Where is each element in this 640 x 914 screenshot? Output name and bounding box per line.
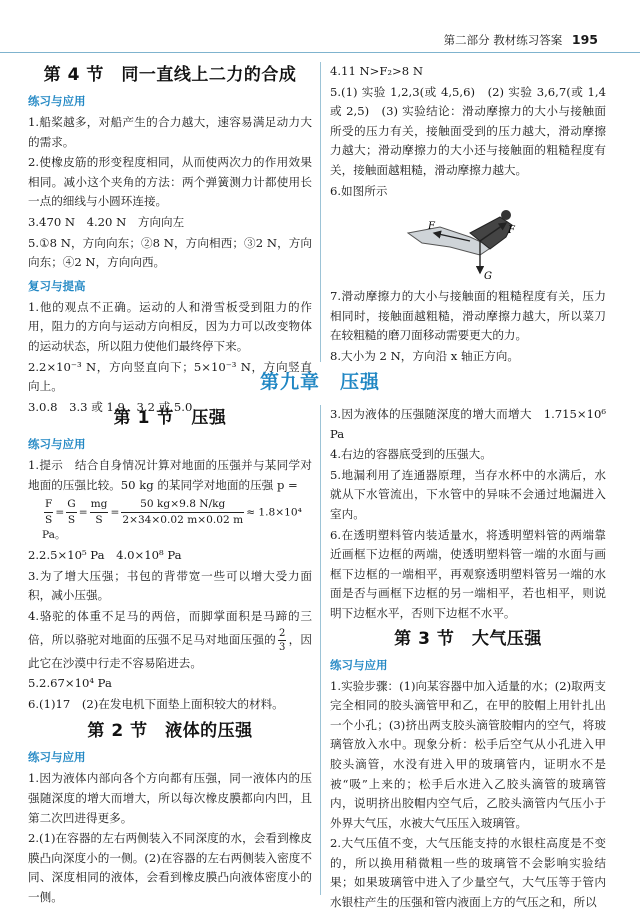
left-bottom-column <box>28 405 312 909</box>
left-top-column <box>28 62 312 418</box>
frac-mg-s: $\frac{mg}{S}$ <box>90 498 108 527</box>
frac-f-s: $\frac{F}{S}$ <box>45 498 53 527</box>
answer-2: 2.使橡皮筋的形变程度相同，从而使两次力的作用效果相同。减小这个夹角的方法：两个弹簧测力计都使用长一点的细线与小圆环连接。 <box>28 155 312 209</box>
s2-answer-5: 5.地漏利用了连通器原理，当存水杯中的水满后，水就从下水管流出，下水管中的异味不会通过地漏进入室内。 <box>330 467 606 521</box>
section-2-title: 第 2 节 液体的压强 <box>87 721 253 742</box>
s3-practice-heading: 练习与应用 <box>330 657 388 672</box>
s2-practice-heading: 练习与应用 <box>28 750 86 765</box>
s2-answer-1: 1.因为液体内部向各个方向都有压强，同一液体内的压强随深度的增大而增大，所以每次橡皮膜都向内凹，且第二次凹进得更多。 <box>28 771 312 825</box>
s3-answer-2: 2.大气压值不变，大气压能支持的水银柱高度是不变的，所以换用稍微粗一些的玻璃管不会影响实验结果；如果玻璃管中进入了少量空气，大气压等于管内水银柱产生的压强和管内液面上方的气压之和，所以 <box>330 836 606 910</box>
answer-1: 1.船桨越多，对船产生的合力越大，速容易满足动力大的需求。 <box>28 115 312 149</box>
s2-answer-6: 6.在透明塑料管内装适量水，将透明塑料管的两端靠近画框下边框的两端，使透明塑料管一端的水面与画框下边框的一端相平，再观察透明塑料管另一端的水面是否与画框下边框的另一端相平，若也相平，则说明下边框水平，否则下边框不水平。 <box>330 527 606 620</box>
s2-answer-2: 2.(1)在容器的左右两侧装入不同深度的水，会看到橡皮膜凸向深度小的一侧。(2)在容器的左右两侧装入密度不同、深度相同的液体，会看到橡皮膜凸向液体密度小的一侧。 <box>28 831 312 904</box>
label-force: F <box>508 225 515 237</box>
s2-answer-3: 3.因为液体的压强随深度的增大而增大 1.715×10⁶ Pa <box>330 407 606 441</box>
column-divider-bottom <box>320 405 321 895</box>
s1-answer-5: 5.2.67×10⁴ Pa <box>28 676 112 691</box>
header-title: 教材练习答案 <box>493 33 563 47</box>
frac-two-thirds: $\frac{2}{3}$ <box>278 627 286 653</box>
frac-g-s: $\frac{G}{S}$ <box>67 498 76 527</box>
s1-answer-2: 2.2.5×10⁵ Pa 4.0×10⁸ Pa <box>28 548 182 563</box>
force-diagram-svg <box>330 203 606 281</box>
answer-5-experiment: 5.(1) 实验 1,2,3(或 4,5,6) (2) 实验 3,6,7(或 1,4 或 2,5) (3) 实验结论：滑动摩擦力的大小与接触面所受的压力有关，接触面受到的压力越大，滑动摩擦力越大；滑动摩擦力的大小还与接触面的粗糙程度有关，接触面越粗糙，滑动摩擦力越大。 <box>330 84 606 177</box>
column-divider-top <box>320 62 321 362</box>
formula-result: ≈ 1.8×10⁴ Pa。 <box>42 506 302 542</box>
answer-3-4: 3.470 N 4.20 N 方向向左 <box>28 214 185 229</box>
answer-4-force: 4.11 N>F₂>8 N <box>330 64 423 78</box>
s1-answer-1: 1.提示 结合自身情况计算对地面的压强并与某同学对地面的压强比较。50 kg 的某同学对地面的压强 p = <box>28 458 312 492</box>
s1-practice-heading: 练习与应用 <box>28 437 86 451</box>
answer-5: 5.①8 N，方向向东；②8 N，方向相西；③2 N，方向向东；④2 N，方向向西。 <box>28 235 312 270</box>
page-header <box>330 30 598 51</box>
review-answer-3: 3.0.8 3.3 或 1.9 3.2 或 5.0 <box>28 399 193 414</box>
s1-answer-6: 6.(1)17 (2)在发电机下面垫上面积较大的材料。 <box>28 696 284 711</box>
s1-answer-4: 4.骆驼的体重不足马的两倍，而脚掌面积是马蹄的三倍，所以骆驼对地面的压强不足马对地面压强的 $\frac{2}{3}$ ，因此它在沙漠中行走不容易陷进去。 <box>28 608 312 670</box>
label-gravity: G <box>484 271 492 282</box>
label-friction: F <box>428 221 435 233</box>
review-heading: 复习与提高 <box>28 278 86 293</box>
practice-heading: 练习与应用 <box>28 94 86 108</box>
pressure-formula: $\frac{F}{S}$ = $\frac{G}{S}$ = $\frac{mg}{S}$ = $\frac{50 kg\times 9.8 N/kg}{2\times 34\times 0.02 m\times 0.02 m}$ ≈ 1.8×10⁴ Pa。 <box>42 498 302 542</box>
answer-8: 8.大小为 2 N，方向沿 x 轴正方向。 <box>330 348 519 363</box>
section-4-title: 第 4 节 同一直线上二力的合成 <box>43 65 297 85</box>
frac-values: $\frac{50 kg\times 9.8 N/kg}{2\times 34\times 0.02 m\times 0.02 m}$ <box>122 498 244 527</box>
right-bottom-column <box>330 405 606 914</box>
s1-answer-3: 3.为了增大压强；书包的背带宽一些可以增大受力面积，减小压强。 <box>28 568 312 603</box>
force-diagram <box>330 203 606 281</box>
header-section: 第二部分 <box>443 33 490 47</box>
section-3-title: 第 3 节 大气压强 <box>394 628 542 649</box>
section-1-title: 第 1 节 压强 <box>113 408 227 428</box>
review-answer-2: 2.2×10⁻³ N，方向竖直向下；5×10⁻³ N，方向竖直向上。 <box>28 359 312 394</box>
review-answer-1: 1.他的观点不正确。运动的人和滑雪板受到阻力的作用，阻力的方向与运动方向相反，因为力可以改变物体的运动状态，所以阻力使他们最终停下来。 <box>28 299 312 353</box>
page-number: 195 <box>571 32 598 47</box>
answer-6-figure-caption: 6.如图所示 <box>330 183 388 198</box>
chapter-title: 第九章 压强 <box>259 371 380 393</box>
s3-answer-1: 1.实验步骤：(1)向某容器中加入适量的水；(2)取两支完全相同的胶头滴管甲和乙，在甲的胶帽上用针扎出一个小孔；(3)挤出两支胶头滴管胶帽内的空气，将玻璃管放入水中。现象分析：松手后空气从小孔进入甲胶头滴管，水没有进入甲的玻璃管内，证明水不是被“吸”上来的；松手后水进入乙胶头滴管的玻璃管内，说明挤出胶帽内空气后，乙胶头滴管内气压小于外界大气压，水被大气压压入玻璃管。 <box>330 678 606 830</box>
right-top-column <box>330 62 606 368</box>
answer-7: 7.滑动摩擦力的大小与接触面的粗糙程度有关，压力相同时，接触面越粗糙，滑动摩擦力越大，所以菜刀在较粗糙的磨刀面移动需要更大的力。 <box>330 289 606 343</box>
s2-answer-4: 4.右边的容器底受到的压强大。 <box>330 447 492 462</box>
figure-head <box>501 210 511 220</box>
header-rule <box>0 52 640 53</box>
